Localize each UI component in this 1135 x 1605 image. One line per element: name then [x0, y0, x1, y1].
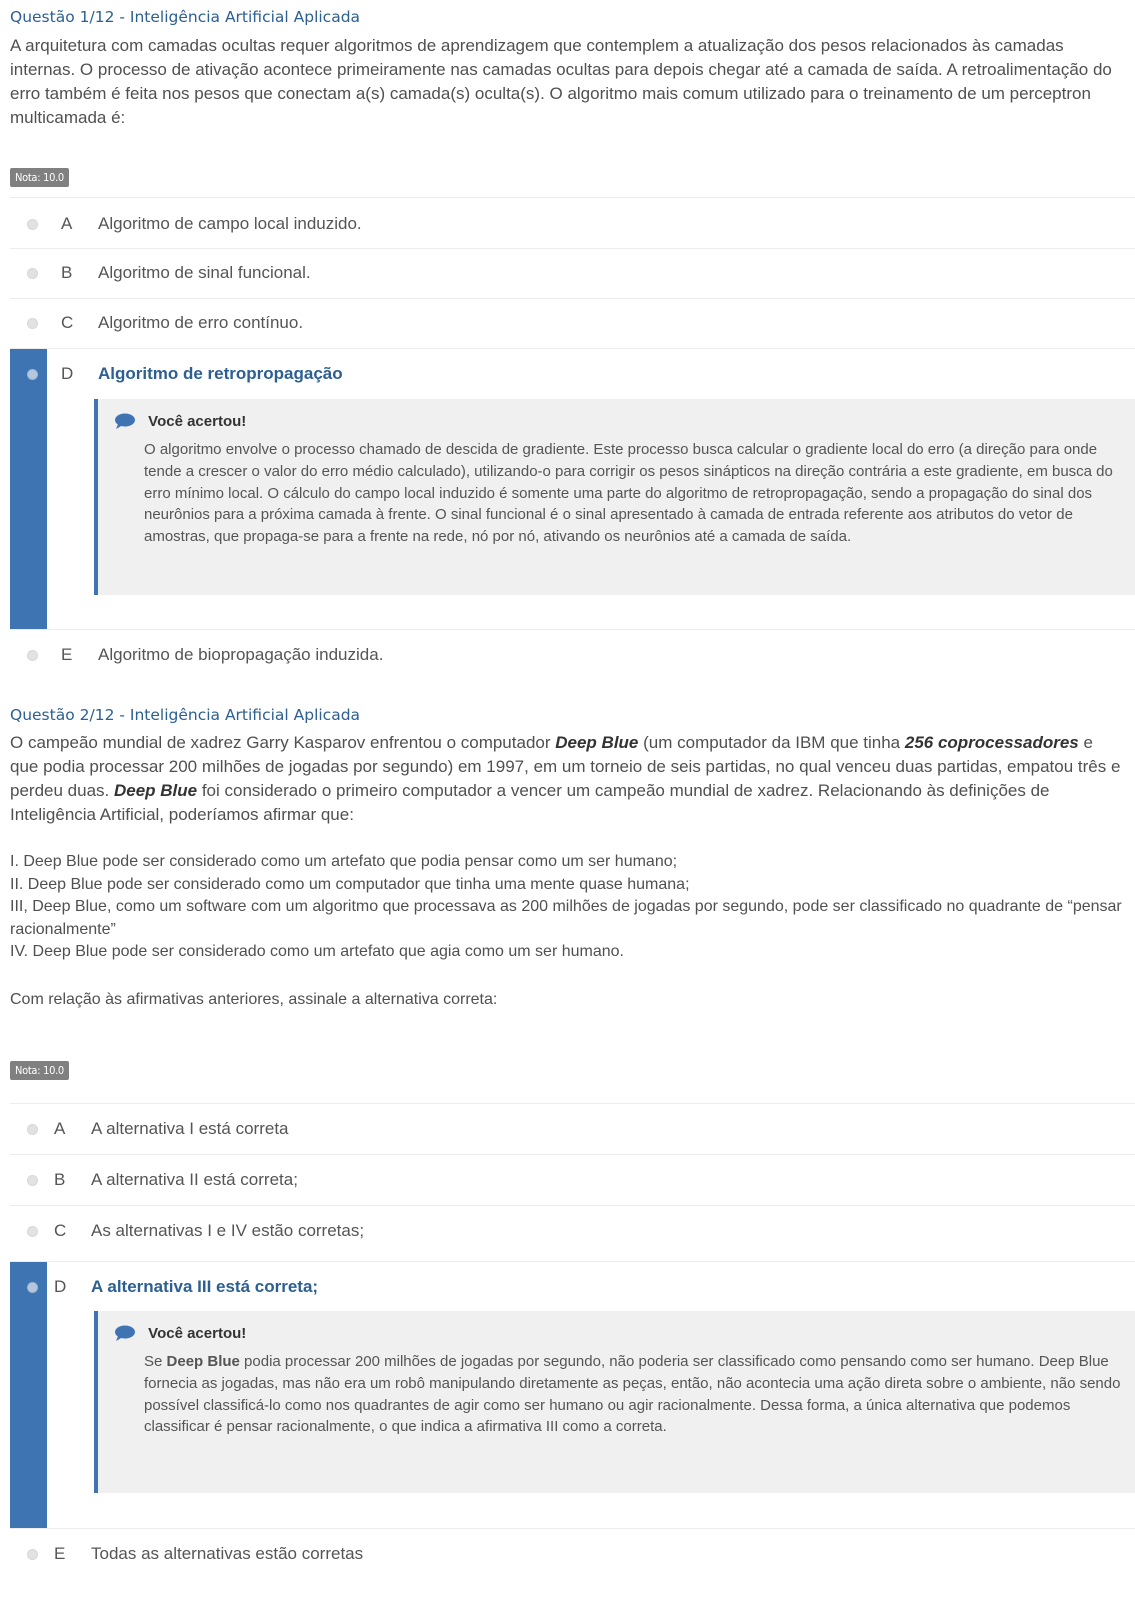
- emphasis-text: Deep Blue: [555, 733, 639, 752]
- option-c[interactable]: [0, 298, 1135, 348]
- question-text: O campeão mundial de xadrez Garry Kasparov enfrentou o computador Deep Blue (um computador da IBM que tinha 256 coprocessadores e que podia processar 200 milhões de jogadas por segundo) em 1997, em um torneio de seis partidas, no qual venceu duas partidas, empatou três e perdeu duas. Deep Blue foi considerado o primeiro computador a vencer um campeão mundial de xadrez. Relacionando às definições de Inteligência Artificial, poderíamos afirmar que: I. Deep Blue pode ser considerado como um artefato que podia pensar como um ser humano; II. Deep Blue pode ser considerado como um computador que tinha uma mente quase humana; III, Deep Blue, como um software com um algoritmo que processava as 200 milhões de jogadas por segundo, pode ser classificado no quadrante de “pensar racionalmente” IV. Deep Blue pode ser considerado como um artefato que agia como um ser humano. Com relação às afirmativas anteriores, assinale a alternativa correta:: [10, 731, 1125, 1012]
- radio-icon[interactable]: [27, 1124, 38, 1135]
- option-b[interactable]: [0, 1155, 1135, 1205]
- question-title: Questão 1/12 - Inteligência Artificial Aplicada: [10, 8, 361, 26]
- radio-icon[interactable]: [27, 1549, 38, 1560]
- feedback-box: [94, 1311, 1135, 1493]
- emphasis-text: Deep Blue: [166, 1353, 240, 1370]
- option-letter: C: [61, 313, 74, 332]
- comment-icon: [114, 1325, 136, 1341]
- feedback-heading: Você acertou!: [148, 1325, 247, 1342]
- option-letter: D: [61, 364, 74, 383]
- option-d[interactable]: [0, 1262, 1135, 1312]
- emphasis-text: Deep Blue: [113, 781, 198, 800]
- option-letter: C: [54, 1221, 67, 1240]
- feedback-body: Se Deep Blue podia processar 200 milhões de jogadas por segundo, não poderia ser classificado como pensando como ser humano. Deep Blue fornecia as jogadas, mas não era um robô manipulando diretamente as peças, então, não acontecia uma ação direta sobre o ambiente, não sendo possível classificá-lo como nos quadrantes de agir como ser humano ou agir racionalmente. Dessa forma, a única alternativa que podemos classificar é pensar racionalmente, o que indica a afirmativa III como a correta.: [144, 1353, 1121, 1436]
- question-prompt: Com relação às afirmativas anteriores, assinale a alternativa correta:: [10, 990, 498, 1008]
- comment-icon: [114, 413, 136, 429]
- statement: II. Deep Blue pode ser considerado como um computador que tinha uma mente quase humana;: [10, 875, 690, 893]
- radio-icon[interactable]: [27, 318, 38, 329]
- radio-icon[interactable]: [27, 650, 38, 661]
- option-text: A alternativa I está correta: [91, 1119, 289, 1138]
- option-a[interactable]: [0, 199, 1135, 249]
- radio-icon[interactable]: [27, 1226, 38, 1237]
- question-text: A arquitetura com camadas ocultas requer algoritmos de aprendizagem que contemplem a atualização dos pesos relacionados às camadas internas. O processo de ativação acontece primeiramente nas camadas ocultas para depois chegar até a camada de saída. A retroalimentação do erro também é feita nos pesos que conectam a(s) camada(s) oculta(s). O algoritmo mais comum utilizado para o treinamento de um perceptron multicamada é:: [10, 36, 1112, 127]
- option-text: As alternativas I e IV estão corretas;: [91, 1221, 365, 1240]
- option-letter: E: [61, 645, 73, 664]
- feedback-body: O algoritmo envolve o processo chamado de descida de gradiente. Este processo busca calcular o gradiente local do erro (a direção para onde tende a crescer o valor do erro médio calculado), utilizando-o para corrigir os pesos sinápticos na direção contrária a este gradiente, em busca do erro mínimo local. O cálculo do campo local induzido é somente uma parte do algoritmo de retropropagação, sendo a propagação do sinal dos neurônios para a próxima camada à frente. O sinal funcional é o sinal apresentado à camada de entrada referente aos atributos do vetor de amostras, que propaga-se para a frente na rede, nó por nó, ativando os neurônios até a camada de saída.: [144, 441, 1113, 546]
- divider: [10, 197, 1135, 198]
- option-e[interactable]: [0, 1529, 1135, 1579]
- option-letter: B: [54, 1170, 66, 1189]
- option-b[interactable]: [0, 248, 1135, 298]
- option-text: Algoritmo de erro contínuo.: [98, 313, 304, 332]
- option-text: A alternativa II está correta;: [91, 1170, 298, 1189]
- option-text: Algoritmo de sinal funcional.: [98, 263, 311, 282]
- option-d[interactable]: [0, 349, 1135, 399]
- feedback-heading: Você acertou!: [148, 413, 247, 430]
- statement: III, Deep Blue, como um software com um algoritmo que processava as 200 milhões de jogadas por segundo, pode ser classificado no quadrante de “pensar racionalmente”: [10, 898, 1122, 938]
- option-text: A alternativa III está correta;: [91, 1277, 319, 1296]
- statement: IV. Deep Blue pode ser considerado como um artefato que agia como um ser humano.: [10, 943, 624, 961]
- radio-icon[interactable]: [27, 268, 38, 279]
- question-title: Questão 2/12 - Inteligência Artificial Aplicada: [10, 706, 361, 724]
- statement: I. Deep Blue pode ser considerado como um artefato que podia pensar como um ser humano;: [10, 853, 678, 870]
- feedback-box: [94, 399, 1135, 595]
- option-letter: A: [54, 1119, 66, 1138]
- option-e[interactable]: [0, 630, 1135, 680]
- grade-badge: Nota: 10.0: [10, 1061, 69, 1080]
- option-letter: D: [54, 1277, 67, 1296]
- option-text: Algoritmo de biopropagação induzida.: [98, 645, 384, 664]
- option-a[interactable]: [0, 1104, 1135, 1154]
- option-letter: E: [54, 1544, 66, 1563]
- option-letter: A: [61, 214, 73, 233]
- option-letter: B: [61, 263, 73, 282]
- radio-icon[interactable]: [27, 1175, 38, 1186]
- option-text: Todas as alternativas estão corretas: [91, 1544, 364, 1563]
- grade-badge: Nota: 10.0: [10, 168, 69, 187]
- option-c[interactable]: [0, 1206, 1135, 1256]
- radio-icon[interactable]: [27, 219, 38, 230]
- emphasis-text: 256 coprocessadores: [904, 733, 1079, 752]
- option-text: Algoritmo de campo local induzido.: [98, 214, 362, 233]
- option-text: Algoritmo de retropropagação: [98, 364, 343, 383]
